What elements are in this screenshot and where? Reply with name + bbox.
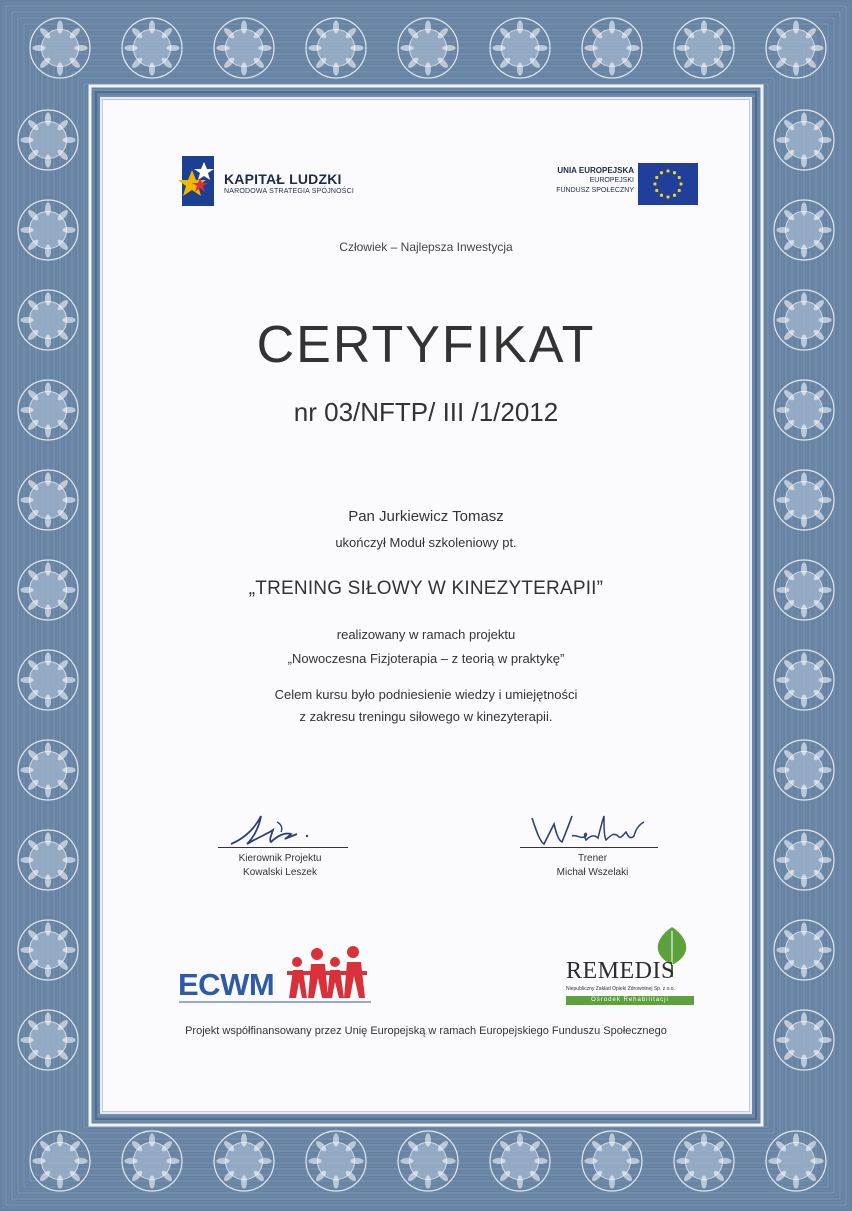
remedis-logo-text: REMEDIS [566,958,675,984]
eu-line-1: UNIA EUROPEJSKA [557,166,634,175]
right-signature-role: Trener [577,853,608,864]
goal-text-line-1: Celem kursu było podniesienie wiedzy i umiejętności [274,687,578,702]
right-signature-name: Michał Wszelaki [556,867,629,878]
eu-line-3: FUNDUSZ SPOŁECZNY [556,187,634,194]
right-signature [528,806,658,850]
project-title: „Nowoczesna Fizjoterapia – z teorią w praktykę” [287,651,565,666]
eu-star [655,189,658,192]
certificate-title: CERTYFIKAT [256,316,596,374]
recipient-name: Pan Jurkiewicz Tomasz [348,508,504,525]
eu-star [678,176,681,179]
goal-text-line-2: z zakresu treningu siłowego w kinezyterapii. [299,709,553,724]
left-signature-name: Kowalski Leszek [243,867,317,878]
remedis-subtitle: Niepubliczny Zakład Opieki Zdrowotnej Sp. z o.o. [566,986,675,992]
eu-star [673,171,676,174]
eu-star [678,189,681,192]
eu-star [666,195,669,198]
kapital-ludzki-subtitle: NARODOWA STRATEGIA SPÓJNOŚCI [224,188,355,195]
eu-star [673,194,676,197]
eu-flag-icon [638,163,698,205]
kapital-ludzki-title: KAPITAŁ LUDZKI [224,171,342,187]
eu-star [653,182,656,185]
realized-text: realizowany w ramach projektu [336,627,516,642]
left-signature-role: Kierownik Projektu [238,853,322,864]
module-title: „TRENING SIŁOWY W KINEZYTERAPII” [248,578,604,599]
eu-line-2: EUROPEJSKI [589,177,634,184]
eu-text-block [556,166,634,196]
funding-footer: Projekt współfinansowany przez Unię Europejską w ramach Europejskiego Funduszu Społecznego [185,1025,667,1037]
left-signature-block [205,852,355,880]
left-signature [225,808,335,850]
eu-star [660,194,663,197]
remedis-rehab-bar: Ośrodek Rehabilitacji [566,996,694,1005]
eu-star [655,176,658,179]
eu-star [666,169,669,172]
certificate-number: nr 03/NFTP/ III /1/2012 [293,397,559,427]
ecwm-logo-text: ECWM [178,967,275,1002]
eu-star [679,182,682,185]
motto: Człowiek – Najlepsza Inwestycja [339,240,513,254]
right-signature-line [520,847,658,848]
left-signature-line [218,847,348,848]
completion-text: ukończył Moduł szkoleniowy pt. [335,535,517,550]
eu-star [660,171,663,174]
right-signature-block [520,852,665,880]
